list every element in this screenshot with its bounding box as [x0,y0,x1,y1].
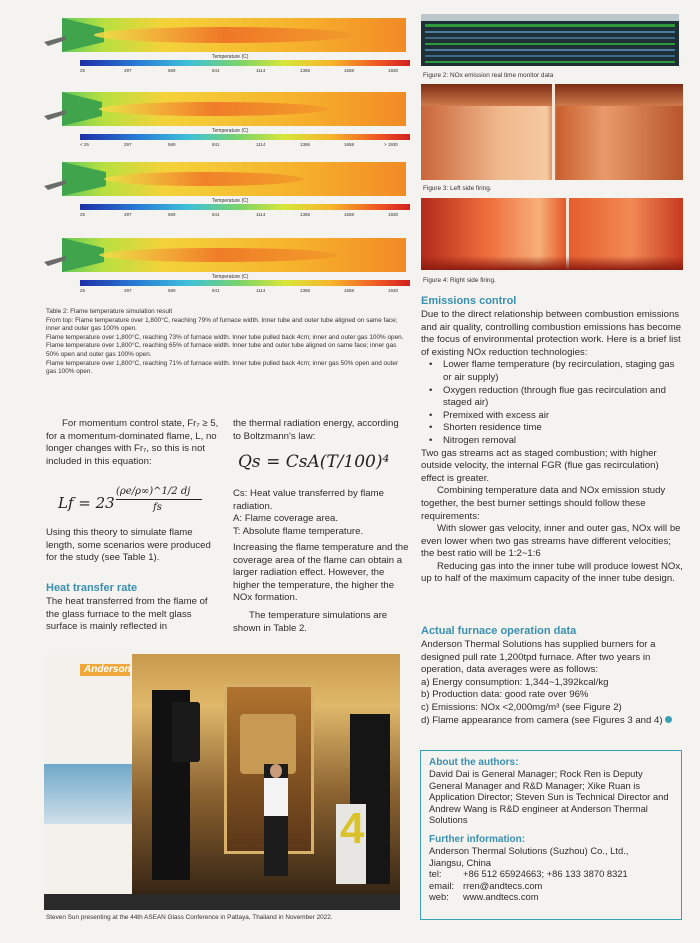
nox-monitor-screenshot [421,14,679,66]
conference-photo [44,654,400,910]
radiation-paragraph: Increasing the flame temperature and the coverage area of the flame can obtain a larger radiation effect. However, the higher the temperature, the higher the NOx formation. [233,542,409,604]
authors-text: David Dai is General Manager; Rock Ren is Deputy General Manager and R&D Manager; Xike Ruan is Application Director; Steven Sun is Technical Director and Andrew Wang is R&D engineer at Anderson Thermal Solutions [429,768,669,826]
colorbar [80,60,410,66]
tick: 1114 [256,212,266,217]
operation-item: c) Emissions: NOx <2,000mg/m³ (see Figure 2) [421,701,622,713]
tick: 25 [80,68,86,73]
emissions-heading: Emissions control [421,295,517,307]
momentum-paragraph: For momentum control state, Fr₇ ≥ 5, for a momentum-dominated flame, L, no longer changes with Fr₇, so this is not included in this equation: [46,418,219,467]
email-link[interactable]: rren@andtecs.com [463,879,543,891]
simulation-panel-1 [44,16,406,78]
left-side-firing-photo [421,84,683,180]
formula-definitions [233,488,409,538]
table2-line: Flame temperature over 1,800°C, reaching 71% of furnace width. Inner tube pulled back 4cm; inner gas 50% open and outer gas 100% open. [46,359,399,376]
emissions-intro: Due to the direct relationship between combustion emissions and air quality, controlling combustion emissions has become the focus of environmental protection work. Here is a brief list of existing NOx reduction technologies: [421,309,682,358]
tick: 569 [168,142,176,147]
company-location: Jiangsu, China [429,856,492,868]
heat-transfer-paragraph: The heat transferred from the flame of the glass furnace to the melt glass surface is mainly reflected in [46,596,208,633]
simulation-panel-2 [44,90,406,152]
colorbar-ticks [80,212,410,220]
emissions-paragraph-1: Two gas streams act as staged combustion; with higher outside velocity, the internal FGR (flue gas recirculation) effect is greater. [421,447,659,484]
tick: 1386 [300,288,311,293]
colorbar [80,204,410,210]
tick: 841 [212,212,220,217]
operation-heading: Actual furnace operation data [421,625,577,637]
tick: 1658 [344,212,355,217]
formula-denominator: fs [153,502,162,513]
stand-marker [336,804,366,884]
tick: 1658 [344,68,355,73]
table2-title: Table 2: Flame temperature simulation result [46,308,173,315]
radiation-formula: Qs = CsA(T/100)⁴ [238,452,390,472]
web-label: web: [429,891,449,903]
contact-email [429,880,673,892]
stand-number: 4 [340,804,365,853]
flame-length-formula [58,486,228,520]
tick: 1114 [256,142,266,147]
formula-lhs: Lf = 23 [58,494,115,512]
after-formula-paragraph: Using this theory to simulate flame length, some scenarios were produced for the study (see Table 1). [46,527,211,564]
tick: 297 [124,288,132,293]
tel-value: +86 512 65924663; +86 133 3870 8321 [463,868,628,880]
formula-numerator: (ρe/ρ∞)^1/2 dj [116,486,191,497]
authors-heading: About the authors: [429,757,519,768]
anderson-banner [44,654,132,910]
tick: < 25 [80,142,89,147]
table2-line: Flame temperature over 1,800°C, reaching 65% of furnace width. Inner tube and outer tube aligned on same face; inner gas 50% open and outer gas 100% open. [46,342,397,358]
operation-item-text: d) Flame appearance from camera (see Figures 3 and 4) [421,714,663,726]
emissions-paragraph-2: Combining temperature data and NOx emission study together, the best burner settings should follow these requirements: [421,485,666,522]
definition-cs: Cs: Heat value transferred by flame radiation. [233,488,384,512]
colorbar-title: Temperature (C) [212,198,249,204]
further-info-heading: Further information: [429,833,526,845]
tick: 1930 [388,288,399,293]
tick: 1114 [256,68,266,73]
emissions-section [421,309,683,586]
colorbar-title: Temperature (C) [212,274,249,280]
tick: 841 [212,288,220,293]
tick: 1658 [344,142,355,147]
figure3-caption: Figure 3: Left side firing. [423,185,492,192]
definition-t: T: Absolute flame temperature. [233,525,364,537]
flame-map-2 [44,90,406,130]
colorbar-title: Temperature (C) [212,128,249,134]
tick: 297 [124,212,132,217]
nox-technology-list [421,359,683,447]
company-name: Anderson Thermal Solutions (Suzhou) Co., Ltd., [429,844,629,856]
definition-a: A: Flame coverage area. [233,513,339,525]
colorbar-ticks [80,142,410,150]
presenter-figure [264,764,288,876]
emissions-paragraph-4: Reducing gas into the inner tube will produce lowest NOx, up to half of the maximum capacity of the inner tube design. [421,560,683,585]
contact-web [429,891,673,903]
operation-section [421,639,687,727]
colorbar-ticks [80,288,410,296]
tick: 841 [212,68,220,73]
tick: 1930 [388,68,399,73]
email-label: email: [429,879,455,891]
banner-text: Anderson [84,664,131,675]
operation-intro: Anderson Thermal Solutions has supplied burners for a designed pull rate 1,200tpd furnace. After two years in operation, data averages were as follows: [421,639,656,676]
operation-item: b) Production data: good rate over 96% [421,689,589,701]
simulation-panel-3 [44,160,406,222]
tick: 25 [80,212,86,217]
colorbar [80,134,410,140]
contact-tel [429,868,673,880]
flame-map-1 [44,16,406,56]
simulation-reference-paragraph: The temperature simulations are shown in Table 2. [233,610,388,634]
colorbar-ticks [80,68,410,76]
list-item: • Lower flame temperature (by recirculation, staging gas or air supply) [421,359,683,384]
tick: 569 [168,212,176,217]
tick: 25 [80,288,86,293]
tick: 841 [212,142,220,147]
figure2-caption: Figure 2: NOx emission real time monitor data [423,72,554,79]
tick: 569 [168,288,176,293]
tick: 1386 [300,212,311,217]
tick: 569 [168,68,176,73]
photo-caption: Steven Sun presenting at the 44th ASEAN Glass Conference in Pattaya, Thailand in November 2022. [46,914,333,921]
list-item: • Nitrogen removal [421,435,683,448]
heat-transfer-heading: Heat transfer rate [46,582,138,594]
tick: 1114 [256,288,266,293]
tick: 1386 [300,68,311,73]
colorbar [80,280,410,286]
list-item: • Oxygen reduction (through flue gas recirculation and staged air) [421,385,683,410]
web-link[interactable]: www.andtecs.com [463,891,539,903]
author-info-box [420,750,682,920]
list-item: • Premixed with excess air [421,410,683,423]
table2-line: Flame temperature over 1,800°C, reaching 73% of furnace width. Inner tube pulled back 4cm; inner and outer gas 100% open. [46,333,404,341]
table2-caption [46,308,406,377]
colorbar-title: Temperature (C) [212,54,249,60]
list-item: • Shorten residence time [421,422,683,435]
flame-map-4 [44,236,406,276]
tick: 297 [124,142,132,147]
tick: 1658 [344,288,355,293]
operation-item [421,715,687,728]
figure4-caption: Figure 4: Right side firing. [423,277,496,284]
right-side-firing-photo [421,198,683,270]
emissions-paragraph-3: With slower gas velocity, inner and outer gas, NOx will be even lower when two gas streams have different velocities; the best ratio will be 1:2~1:6 [421,523,681,560]
tick: 1930 [388,212,399,217]
tick: > 1930 [384,142,398,147]
tick: 1386 [300,142,311,147]
end-mark-icon [665,716,672,723]
simulation-panel-4 [44,236,406,298]
tick: 297 [124,68,132,73]
table2-line: From top: Flame temperature over 1,800°C, reaching 79% of furnace width. Inner tube and outer tube aligned on same face; inner and outer gas 100% open. [46,316,398,333]
boltzmann-intro: the thermal radiation energy, according to Boltzmann's law: [233,418,399,442]
operation-item: a) Energy consumption: 1,344~1,392kcal/kg [421,676,609,688]
tel-label: tel: [429,868,442,880]
flame-map-3 [44,160,406,200]
